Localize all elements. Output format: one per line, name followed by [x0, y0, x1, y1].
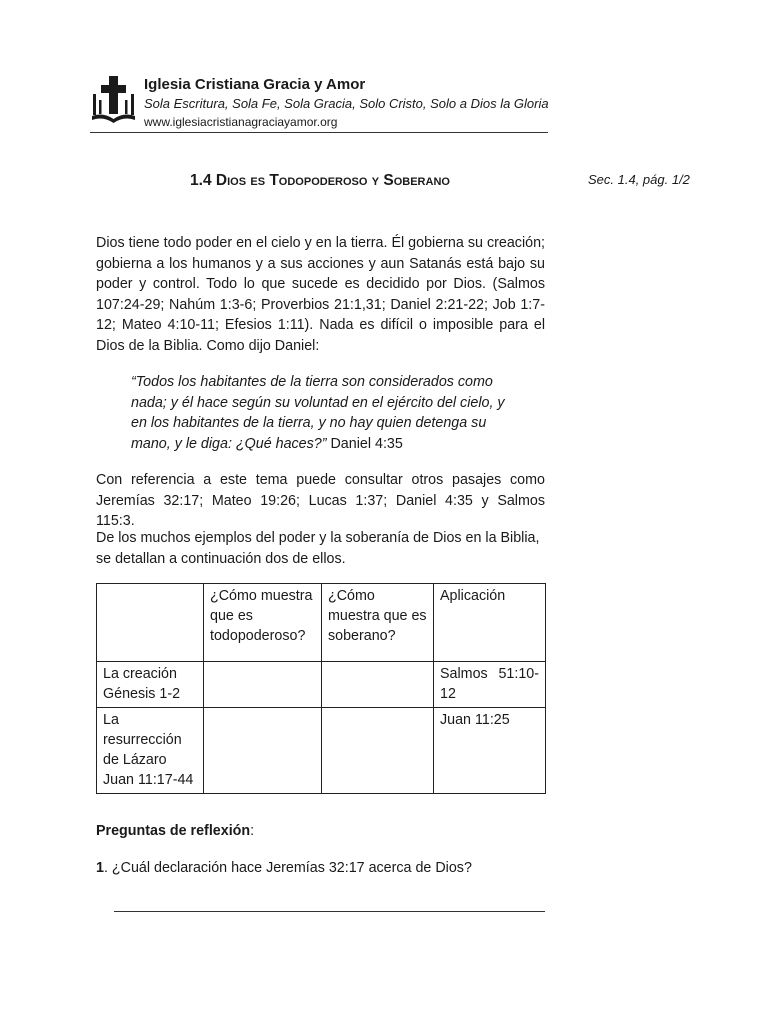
section-title	[96, 172, 544, 190]
church-name: Iglesia Cristiana Gracia y Amor	[144, 76, 366, 93]
intro-paragraph: Dios tiene todo poder en el cielo y en la tierra. Él gobierna su creación; gobierna a los humanos y a sus acciones y aun Satanás está bajo su poder y control. Todo lo que sucede es decidido por Dios. (Salmos 107:24-29; Nahúm 1:3-6; Proverbios 21:1,31; Daniel 2:21-22; Job 1:7-12; Mateo 4:10-11; Efesios 1:11). Nada es difícil o imposible para el Dios de la Biblia. Como dijo Daniel:	[96, 235, 545, 354]
reflection-heading-colon: :	[250, 823, 255, 839]
event-passage: Génesis 1-2	[103, 686, 181, 702]
table-cell-event	[97, 708, 204, 794]
question-number: 1	[96, 860, 104, 876]
bible-quote	[131, 372, 511, 454]
church-website: www.iglesiacristianagraciayamor.org	[144, 115, 338, 129]
table-cell-application: Juan 11:25	[434, 708, 546, 794]
quote-text: “Todos los habitantes de la tierra son considerados como nada; y él hace según su voluntad en el ejército del cielo, y en los habitantes de la tierra, y no hay quien detenga su mano, y le diga: ¿Qué haces?”	[131, 374, 505, 452]
table-cell-omnipotent	[204, 662, 322, 708]
quote-reference: Daniel 4:35	[330, 435, 403, 452]
cross-bible-icon	[90, 74, 138, 126]
table-cell-omnipotent	[204, 708, 322, 794]
table-header-cell: ¿Cómo muestra que es todopoderoso?	[204, 584, 322, 662]
reference-paragraph: Con referencia a este tema puede consultar otros pasajes como Jeremías 32:17; Mateo 19:26; Lucas 1:37; Daniel 4:35 y Salmos 115:3.	[96, 472, 545, 530]
event-name: La creación	[103, 666, 177, 682]
section-title-text: Dios es Todopoderoso y Soberano	[215, 172, 450, 189]
study-table	[96, 583, 546, 794]
table-row	[97, 662, 546, 708]
church-motto: Sola Escritura, Sola Fe, Sola Gracia, Solo Cristo, Solo a Dios la Gloria	[144, 96, 549, 111]
section-page-reference: Sec. 1.4, pág. 1/2	[588, 172, 690, 187]
examples-paragraph: De los muchos ejemplos del poder y la soberanía de Dios en la Biblia, se detallan a continuación dos de ellos.	[96, 530, 540, 567]
reflection-question	[96, 860, 472, 876]
table-header-cell	[97, 584, 204, 662]
question-text: . ¿Cuál declaración hace Jeremías 32:17 acerca de Dios?	[103, 860, 472, 876]
table-header-row	[97, 584, 546, 662]
letterhead	[90, 70, 548, 133]
reflection-heading-text: Preguntas de reflexión	[96, 823, 251, 839]
reflection-heading	[96, 823, 254, 839]
table-cell-application: Salmos 51:10-12	[434, 662, 546, 708]
answer-line[interactable]	[114, 911, 545, 912]
event-passage: Juan 11:17-44	[103, 772, 194, 788]
table-cell-sovereign	[322, 708, 434, 794]
event-name: La resurrección de Lázaro	[103, 712, 182, 768]
section-number: 1.4	[190, 172, 212, 189]
table-cell-event	[97, 662, 204, 708]
table-header-cell: Aplicación	[434, 584, 546, 662]
table-row	[97, 708, 546, 794]
table-cell-sovereign	[322, 662, 434, 708]
table-header-cell: ¿Cómo muestra que es soberano?	[322, 584, 434, 662]
